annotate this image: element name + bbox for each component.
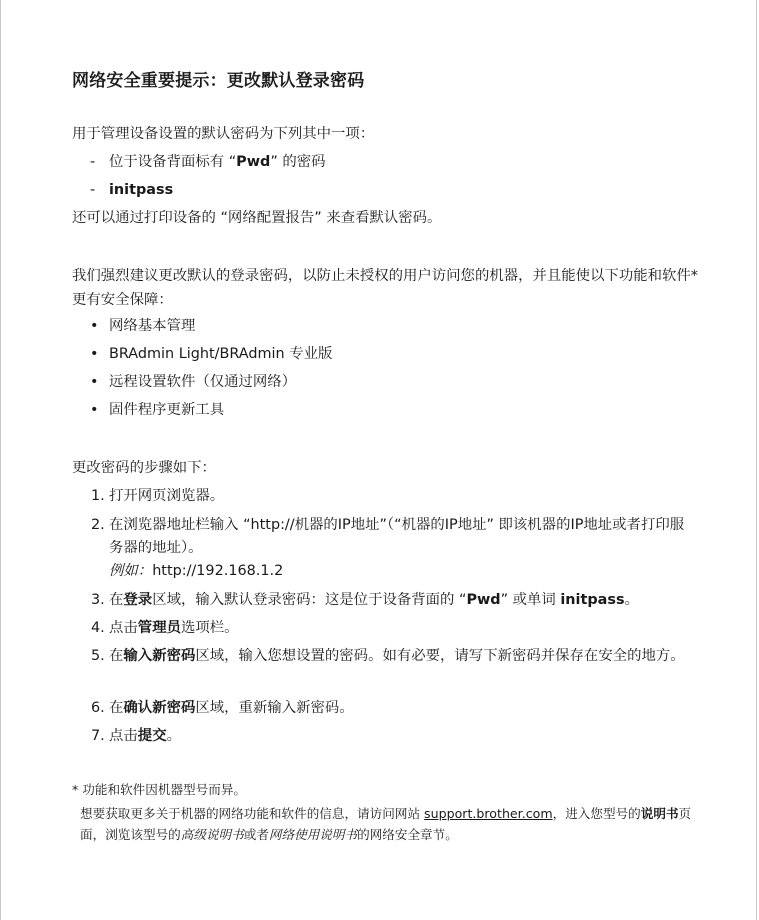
bullet-icon: • — [90, 402, 99, 418]
step-text-bold: 登录 — [123, 592, 153, 608]
step-text-run: 区域，输入您想设置的密码。如有必要，请写下新密码并保存在安全的地方。 — [195, 648, 685, 664]
step-text-run: 在浏览器地址栏输入 “http://机器的IP地址”（“机器的IP地址” 即该机器的IP地址或者打印服务器的地址）。 — [109, 517, 685, 556]
feature-item: • 固件程序更新工具 — [90, 402, 225, 418]
step-text-bold: Pwd — [466, 592, 501, 608]
step-number: 3. — [91, 592, 105, 608]
feature-item: • 远程设置软件（仅通过网络） — [90, 374, 297, 390]
step-text — [91, 645, 691, 668]
step-text-run: 区域，输入默认登录密码：这是位于设备背面的 “ — [152, 592, 467, 608]
step-text-run: 选项栏。 — [180, 620, 239, 636]
password-option: - initpass — [90, 182, 174, 198]
step-text-run: 。 — [624, 592, 639, 608]
step-text-run: ” 或单词 — [500, 592, 561, 608]
step-text-run: 点击 — [109, 728, 138, 744]
step-text — [91, 485, 691, 508]
step-item — [91, 645, 691, 668]
step-text — [91, 617, 691, 640]
step-text-run: 打开网页浏览器。 — [109, 488, 225, 504]
password-option: - 位于设备背面标有 “Pwd” 的密码 — [90, 154, 326, 170]
recommendation-text: 我们强烈建议更改默认的登录密码，以防止未授权的用户访问您的机器，并且能使以下功能和软件*更有安全保障： — [72, 268, 698, 308]
step-text-bold: 确认新密码 — [123, 700, 196, 716]
step-text-bold: 管理员 — [137, 620, 181, 636]
step-number: 2. — [91, 517, 105, 533]
step-text-run: 区域，重新输入新密码。 — [195, 700, 354, 716]
step-item — [91, 514, 691, 583]
step-item — [91, 697, 691, 720]
bullet-icon: • — [90, 374, 99, 390]
step-text — [91, 725, 691, 748]
steps-intro: 更改密码的步骤如下： — [72, 460, 216, 476]
report-note: 还可以通过打印设备的 “网络配置报告” 来查看默认密码。 — [72, 210, 442, 226]
support-link[interactable]: support.brother.com — [424, 806, 553, 821]
step-number: 4. — [91, 620, 105, 636]
step-text — [91, 589, 691, 612]
step-text — [91, 697, 691, 720]
more-info-text: 想要获取更多关于机器的网络功能和软件的信息，请访问网站 support.brother.com，进入您型号的说明书页面，浏览该型号的高级说明书或者网络使用说明书的网络安全章节。 — [80, 806, 692, 842]
page-title: 网络安全重要提示：更改默认登录密码 — [72, 71, 365, 91]
intro-text: 用于管理设备设置的默认密码为下列其中一项： — [72, 126, 375, 142]
step-text-run: 在 — [109, 648, 124, 664]
step-text-run: 点击 — [109, 620, 138, 636]
step-item — [91, 617, 691, 640]
step-number: 7. — [91, 728, 105, 744]
step-item — [91, 589, 691, 612]
step-text — [91, 514, 691, 560]
feature-item: • BRAdmin Light/BRAdmin 专业版 — [90, 346, 333, 362]
step-example: 例如：http://192.168.1.2 — [109, 563, 284, 579]
step-number: 5. — [91, 648, 105, 664]
step-item — [91, 485, 691, 508]
bullet-icon: • — [90, 346, 99, 362]
step-text-bold: 提交 — [137, 728, 167, 744]
dash-marker: - — [90, 182, 96, 198]
step-number: 1. — [91, 488, 105, 504]
step-number: 6. — [91, 700, 105, 716]
step-text-bold: initpass — [560, 592, 625, 608]
footnote: * 功能和软件因机器型号而异。 — [72, 782, 247, 797]
dash-marker: - — [90, 154, 96, 170]
bullet-icon: • — [90, 318, 99, 334]
step-item — [91, 725, 691, 748]
step-text-run: 在 — [109, 700, 124, 716]
feature-item: • 网络基本管理 — [90, 318, 196, 334]
step-text-bold: 输入新密码 — [123, 648, 196, 664]
step-text-run: 。 — [166, 728, 181, 744]
step-text-run: 在 — [109, 592, 124, 608]
